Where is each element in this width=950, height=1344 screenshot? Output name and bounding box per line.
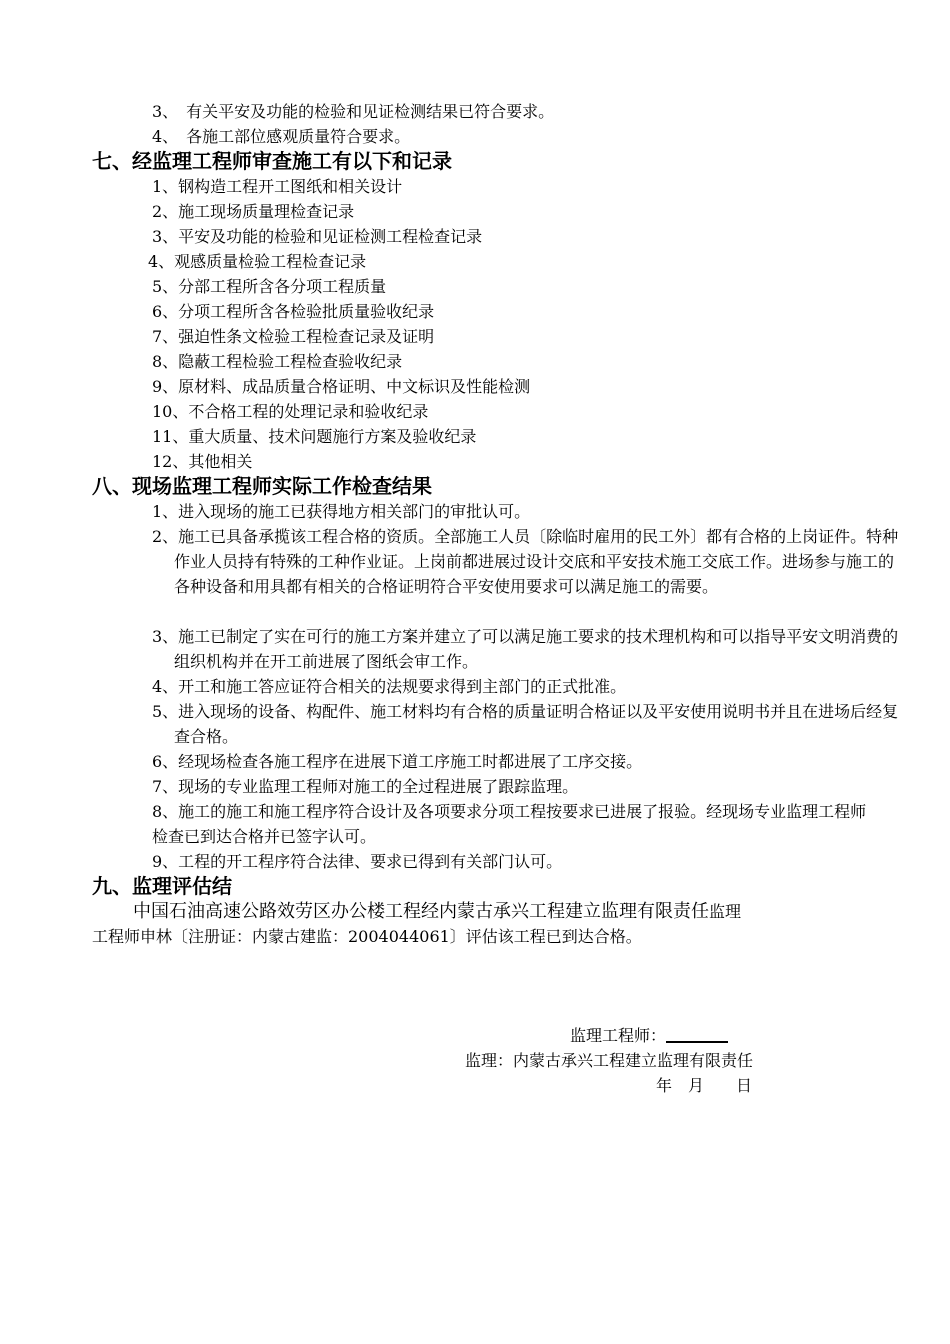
section-heading-8: 八、现场监理工程师实际工作检查结果 [92,474,432,498]
list-item: 3、 有关平安及功能的检验和见证检测结果已符合要求。 [152,102,555,121]
list-item: 7、现场的专业监理工程师对施工的全过程进展了跟踪监理。 [152,777,579,796]
evaluation-paragraph-line2: 工程师申林〔注册证：内蒙古建监：2004044061〕评估该工程已到达合格。 [92,927,642,946]
signature-date: 年 月 日 [656,1076,753,1095]
section-heading-9: 九、监理评估结 [92,874,232,898]
list-item: 5、分部工程所含各分项工程质量 [152,277,387,296]
list-item: 7、强迫性条文检验工程检查记录及证明 [152,327,435,346]
list-item: 4、开工和施工答应证符合相关的法规要求得到主部门的正式批准。 [152,677,627,696]
list-item: 4、 各施工部位感观质量符合要求。 [152,127,411,146]
evaluation-paragraph [133,899,741,924]
signature-engineer [570,1023,728,1048]
list-item: 11、重大质量、技术问题施行方案及验收纪录 [152,427,477,446]
list-item: 4、观感质量检验工程检查记录 [148,252,367,271]
list-item: 5、进入现场的设备、构配件、施工材料均有合格的质量证明合格证以及平安使用说明书并且在进场后经复查合格。 [152,702,899,746]
list-item: 1、进入现场的施工已获得地方相关部门的审批认可。 [152,502,531,521]
list-item: 3、施工已制定了实在可行的施工方案并建立了可以满足施工要求的技术理机构和可以指导平安文明消费的组织机构并在开工前进展了图纸会审工作。 [152,627,899,671]
signature-engineer-label: 监理工程师： [570,1026,667,1045]
section-heading-7: 七、经监理工程师审查施工有以下和记录 [92,149,452,173]
list-item: 10、不合格工程的处理记录和验收纪录 [152,402,429,421]
list-item: 9、原材料、成品质量合格证明、中文标识及性能检测 [152,377,531,396]
evaluation-text-small: 监理 [709,902,742,921]
list-item: 8、施工的施工和施工程序符合设计及各项要求分项工程按要求已进展了报验。经现场专业监理工程师检查已到达合格并已签字认可。 [152,802,867,846]
list-item: 2、施工现场质量理检查记录 [152,202,355,221]
evaluation-text: 中国石油高速公路效劳区办公楼工程经内蒙古承兴工程建立监理有限责任 [133,901,709,922]
list-item: 12、其他相关 [152,452,253,471]
signature-line [666,1025,728,1043]
signature-company: 监理：内蒙古承兴工程建立监理有限责任 [465,1051,754,1070]
list-item: 3、平安及功能的检验和见证检测工程检查记录 [152,227,483,246]
list-item: 6、经现场检查各施工程序在进展下道工序施工时都进展了工序交接。 [152,752,643,771]
list-item: 9、工程的开工程序符合法律、要求已得到有关部门认可。 [152,852,563,871]
list-item: 2、施工已具备承揽该工程合格的资质。全部施工人员〔除临时雇用的民工外〕都有合格的上岗证件。特种作业人员持有特殊的工种作业证。上岗前都进展过设计交底和平安技术施工交底工作。进场参与施工的各种设备和用具都有相关的合格证明符合平安使用要求可以满足施工的需要。 [152,527,899,596]
list-item: 1、钢构造工程开工图纸和相关设计 [152,177,403,196]
list-item: 8、隐蔽工程检验工程检查验收纪录 [152,352,403,371]
list-item: 6、分项工程所含各检验批质量验收纪录 [152,302,435,321]
